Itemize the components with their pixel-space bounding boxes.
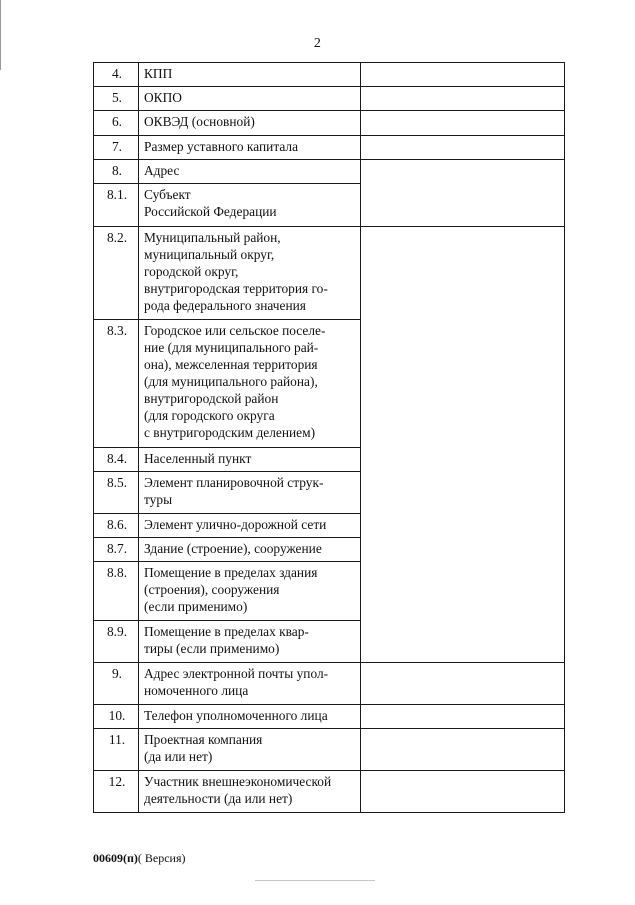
table-row — [94, 87, 565, 111]
scan-mark-bottom-line — [255, 880, 375, 881]
row-label: Проектная компания (да или нет) — [139, 729, 361, 771]
table-row — [94, 227, 565, 320]
row-label: Размер уставного капитала — [139, 136, 361, 160]
row-label: Субъект Российской Федерации — [139, 184, 361, 227]
row-label: Адрес электронной почты упол- номоченного лица — [139, 663, 361, 705]
row-value-cell[interactable] — [361, 663, 565, 705]
row-number: 8.9. — [94, 621, 139, 663]
table-row — [94, 63, 565, 87]
page-number: 2 — [313, 36, 322, 51]
row-value-cell[interactable] — [361, 729, 565, 771]
row-number: 8.6. — [94, 514, 139, 538]
row-value-cell[interactable] — [361, 63, 565, 87]
address-value-cell[interactable] — [361, 160, 565, 227]
table-row — [94, 160, 565, 184]
row-label: КПП — [139, 63, 361, 87]
row-number: 4. — [94, 63, 139, 87]
row-number: 11. — [94, 729, 139, 771]
row-value-cell[interactable] — [361, 136, 565, 160]
row-label: Адрес — [139, 160, 361, 184]
form-code: 00609(п) — [93, 851, 138, 865]
row-number: 8.8. — [94, 562, 139, 621]
row-label: Элемент планировочной струк- туры — [139, 472, 361, 514]
address-details-value-cell[interactable] — [361, 227, 565, 663]
row-number: 8.3. — [94, 320, 139, 448]
row-label: Городское или сельское поселе- ние (для муниципального рай- она), межселенная территория (для муниципального района), внутригородской район (для городского округа с внутригородским делением) — [139, 320, 361, 448]
row-number: 12. — [94, 771, 139, 813]
table-row — [94, 111, 565, 136]
row-number: 8.4. — [94, 448, 139, 472]
row-number: 8.1. — [94, 184, 139, 227]
row-value-cell[interactable] — [361, 705, 565, 729]
row-label: ОКВЭД (основной) — [139, 111, 361, 136]
row-label: ОКПО — [139, 87, 361, 111]
company-details-table — [93, 62, 565, 813]
row-number: 8.5. — [94, 472, 139, 514]
row-label: Здание (строение), сооружение — [139, 538, 361, 562]
document-code — [93, 851, 186, 866]
row-number: 8. — [94, 160, 139, 184]
row-label: Телефон уполномоченного лица — [139, 705, 361, 729]
row-label: Помещение в пределах здания (строения), сооружения (если применимо) — [139, 562, 361, 621]
row-label: Муниципальный район, муниципальный округ, городской округ, внутригородская территория го- рода федерального значения — [139, 227, 361, 320]
row-value-cell[interactable] — [361, 111, 565, 136]
form-version: ( Версия) — [137, 851, 186, 865]
table-row — [94, 771, 565, 813]
row-number: 6. — [94, 111, 139, 136]
row-label: Элемент улично-дорожной сети — [139, 514, 361, 538]
row-label: Населенный пункт — [139, 448, 361, 472]
table-row — [94, 705, 565, 729]
row-number: 5. — [94, 87, 139, 111]
row-value-cell[interactable] — [361, 771, 565, 813]
row-number: 10. — [94, 705, 139, 729]
table-row — [94, 663, 565, 705]
row-number: 8.2. — [94, 227, 139, 320]
row-number: 9. — [94, 663, 139, 705]
row-number: 8.7. — [94, 538, 139, 562]
scan-mark-left-edge — [0, 0, 1, 70]
row-label: Помещение в пределах квар- тиры (если применимо) — [139, 621, 361, 663]
row-number: 7. — [94, 136, 139, 160]
table-row — [94, 136, 565, 160]
row-value-cell[interactable] — [361, 87, 565, 111]
row-label: Участник внешнеэкономической деятельности (да или нет) — [139, 771, 361, 813]
table-row — [94, 729, 565, 771]
